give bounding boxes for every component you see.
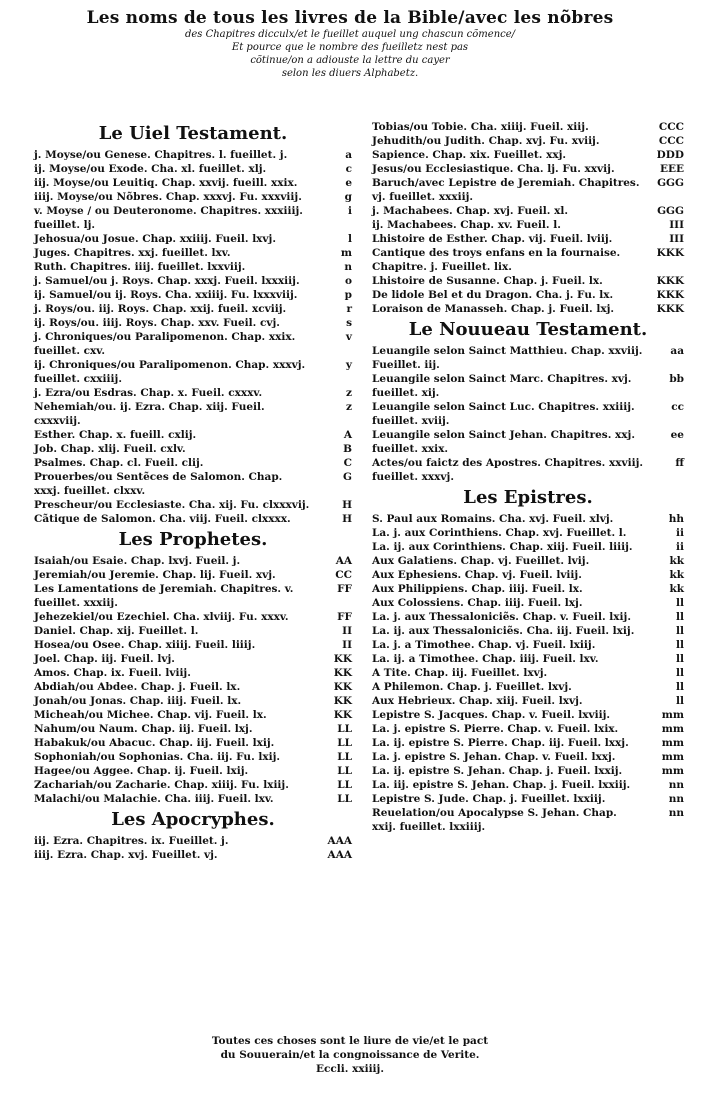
book-entry [372, 526, 684, 540]
book-entry-title: La. ij. epistre S. Jehan. Chap. j. Fueil. lxxij. [372, 765, 623, 777]
book-entry-title: Prouerbes/ou Sentẽces de Salomon. Chap. xxxj. fueillet. clxxv. [34, 471, 283, 497]
book-entry-title: Aux Philippiens. Chap. iiij. Fueil. lx. [372, 583, 583, 595]
book-entry-title: La. j. epistre S. Pierre. Chap. v. Fueil. lxix. [372, 723, 619, 735]
book-entry [34, 554, 352, 568]
book-entry [34, 148, 352, 162]
signature-mark: n [344, 261, 352, 273]
section-heading: Les Epistres. [463, 487, 593, 508]
book-entry-title: Jehudith/ou Judith. Chap. xvj. Fu. xviij. [372, 135, 600, 147]
signature-mark: DDD [656, 149, 684, 161]
book-entry [34, 750, 352, 764]
book-entry [372, 666, 684, 680]
right-column [372, 120, 684, 834]
book-entry-title: Zachariah/ou Zacharie. Chap. xiiij. Fu. lxiij. [34, 779, 289, 791]
signature-mark: kk [669, 569, 684, 581]
signature-mark: A [343, 429, 352, 441]
book-entry-title: ij. Machabees. Chap. xv. Fueil. l. [372, 219, 561, 231]
book-entry [372, 806, 684, 834]
signature-mark: KK [333, 653, 352, 665]
book-entry [34, 834, 352, 848]
book-entry-title: Malachi/ou Malachie. Cha. iiij. Fueil. lxv. [34, 793, 274, 805]
book-entry [34, 400, 352, 428]
book-entry [372, 582, 684, 596]
book-entry [34, 246, 352, 260]
signature-mark: KK [333, 695, 352, 707]
book-entry-title: iiij. Moyse/ou Nõbres. Chap. xxxvj. Fu. xxxviij. [34, 191, 302, 203]
signature-mark: nn [668, 807, 684, 819]
book-entry-title: Hagee/ou Aggee. Chap. ij. Fueil. lxij. [34, 765, 249, 777]
book-entry-title: Lepistre S. Jude. Chap. j. Fueillet. lxxiij. [372, 793, 606, 805]
section-heading: Les Apocryphes. [111, 809, 275, 830]
book-entry [34, 848, 352, 862]
book-entry-title: Leuangile selon Sainct Luc. Chapitres. xxiiij. fueillet. xviij. [372, 401, 635, 427]
book-entry-title: Actes/ou faictz des Apostres. Chapitres. xxviij. fueillet. xxxvj. [372, 457, 644, 483]
book-entry [34, 288, 352, 302]
book-entry-title: La. iij. epistre S. Jehan. Chap. j. Fueil. lxxiij. [372, 779, 631, 791]
book-entry-title: Abdiah/ou Abdee. Chap. j. Fueil. lx. [34, 681, 241, 693]
book-entry [372, 218, 684, 232]
signature-mark: LL [337, 793, 352, 805]
book-entry-title: A Philemon. Chap. j. Fueillet. lxvj. [372, 681, 572, 693]
signature-mark: z [346, 401, 352, 413]
signature-mark: cc [671, 401, 684, 413]
book-entry [34, 652, 352, 666]
book-entry-title: j. Ezra/ou Esdras. Chap. x. Fueil. cxxxv. [34, 387, 263, 399]
footer-line: Toutes ces choses sont le liure de vie/et le pact [211, 1035, 489, 1047]
signature-mark: G [343, 471, 352, 483]
signature-mark: CCC [658, 135, 684, 147]
book-entry-title: Habakuk/ou Abacuc. Chap. iij. Fueil. lxij. [34, 737, 275, 749]
book-entry-title: Leuangile selon Sainct Jehan. Chapitres. xxj. fueillet. xxix. [372, 429, 635, 455]
book-entry [34, 470, 352, 498]
book-entry-title: Reuelation/ou Apocalypse S. Jehan. Chap. xxij. fueillet. lxxiiij. [372, 807, 617, 833]
book-entry-title: Psalmes. Chap. cl. Fueil. clij. [34, 457, 204, 469]
book-entry [372, 554, 684, 568]
signature-mark: GGG [657, 205, 684, 217]
book-entry-title: Amos. Chap. ix. Fueil. lviij. [34, 667, 191, 679]
book-entry [34, 722, 352, 736]
signature-mark: CCC [658, 121, 684, 133]
book-entry-title: La. ij. epistre S. Pierre. Chap. iij. Fueil. lxxj. [372, 737, 629, 749]
book-entry-title: Les Lamentations de Jeremiah. Chapitres. v. fueillet. xxxiij. [34, 583, 294, 609]
book-entry-title: Ruth. Chapitres. iiij. fueillet. lxxviij. [34, 261, 246, 273]
book-entry-title: iij. Ezra. Chapitres. ix. Fueillet. j. [34, 835, 229, 847]
signature-mark: aa [670, 345, 684, 357]
section-heading: Les Prophetes. [118, 529, 268, 550]
book-entry-title: Cantique des troys enfans en la fournaise. Chapitre. j. Fueillet. lix. [372, 247, 621, 273]
book-entry [34, 204, 352, 232]
book-entry-title: Isaiah/ou Esaie. Chap. lxvj. Fueil. j. [34, 555, 241, 567]
book-entry [34, 512, 352, 526]
book-entry [34, 316, 352, 330]
signature-mark: z [346, 387, 352, 399]
book-entry [34, 778, 352, 792]
signature-mark: mm [661, 765, 684, 777]
book-entry [34, 428, 352, 442]
signature-mark: e [345, 177, 352, 189]
book-entry [372, 344, 684, 372]
signature-mark: III [669, 233, 684, 245]
book-entry-title: La. ij. a Timothee. Chap. iiij. Fueil. lxv. [372, 653, 599, 665]
page-footer [120, 1034, 580, 1076]
signature-mark: ll [676, 653, 684, 665]
signature-mark: AAA [327, 835, 352, 847]
signature-mark: v [345, 331, 352, 343]
signature-mark: ll [676, 667, 684, 679]
book-entry-title: Jesus/ou Ecclesiastique. Cha. lj. Fu. xxvij. [372, 163, 615, 175]
book-entry [372, 596, 684, 610]
signature-mark: r [346, 303, 352, 315]
header-line: selon les diuers Alphabetz. [281, 68, 419, 79]
book-entry-title: Sapience. Chap. xix. Fueillet. xxj. [372, 149, 567, 161]
book-entry-title: Esther. Chap. x. fueill. cxlij. [34, 429, 197, 441]
book-entry [372, 120, 684, 134]
signature-mark: II [342, 625, 352, 637]
book-entry-title: Tobias/ou Tobie. Cha. xiiij. Fueil. xiij. [372, 121, 589, 133]
header-line: cõtinue/on a adiouste la lettre du cayer [250, 55, 450, 66]
book-entry [34, 386, 352, 400]
signature-mark: B [343, 443, 352, 455]
book-entry [372, 232, 684, 246]
signature-mark: KK [333, 667, 352, 679]
book-entry [372, 428, 684, 456]
signature-mark: CC [335, 569, 352, 581]
signature-mark: c [345, 163, 352, 175]
book-entry [34, 666, 352, 680]
book-entry [34, 498, 352, 512]
signature-mark: ii [676, 541, 684, 553]
signature-mark: o [344, 275, 352, 287]
book-entry-title: Jeremiah/ou Jeremie. Chap. lij. Fueil. xvj. [34, 569, 276, 581]
book-entry [372, 456, 684, 484]
book-entry [372, 624, 684, 638]
signature-mark: LL [337, 779, 352, 791]
book-entry-title: iij. Moyse/ou Leuitiq. Chap. xxvij. fueill. xxix. [34, 177, 298, 189]
book-entry-title: j. Chroniques/ou Paralipomenon. Chap. xxix. fueillet. cxv. [34, 331, 296, 357]
signature-mark: mm [661, 709, 684, 721]
book-entry [34, 302, 352, 316]
book-entry-title: La. j. aux Thessaloniciẽs. Chap. v. Fueil. lxij. [372, 611, 631, 623]
book-entry-title: Aux Hebrieux. Chap. xiij. Fueil. lxvj. [372, 695, 583, 707]
book-entry-title: Prescheur/ou Ecclesiaste. Cha. xij. Fu. clxxxvij. [34, 499, 310, 511]
book-entry [34, 708, 352, 722]
book-entry-title: Aux Colossiens. Chap. iiij. Fueil. lxj. [372, 597, 583, 609]
book-entry-title: ij. Chroniques/ou Paralipomenon. Chap. xxxvj. fueillet. cxxiiij. [34, 359, 306, 385]
book-entry-title: Job. Chap. xlij. Fueil. cxlv. [34, 443, 186, 455]
book-entry-title: Micheah/ou Michee. Chap. vij. Fueil. lx. [34, 709, 267, 721]
book-entry-title: Leuangile selon Sainct Marc. Chapitres. xvj. fueillet. xij. [372, 373, 632, 399]
book-entry-title: Lhistoire de Susanne. Chap. j. Fueil. lx. [372, 275, 603, 287]
book-entry-title: Daniel. Chap. xij. Fueillet. l. [34, 625, 199, 637]
signature-mark: m [340, 247, 352, 259]
book-entry [372, 512, 684, 526]
footer-line: Eccli. xxiiij. [315, 1063, 385, 1075]
signature-mark: mm [661, 723, 684, 735]
signature-mark: bb [669, 373, 684, 385]
signature-mark: l [348, 233, 352, 245]
signature-mark: KK [333, 681, 352, 693]
book-entry-title: La. ij. aux Corinthiens. Chap. xiij. Fueil. liiij. [372, 541, 633, 553]
signature-mark: nn [668, 793, 684, 805]
book-entry [372, 372, 684, 400]
book-entry-title: Jonah/ou Jonas. Chap. iiij. Fueil. lx. [34, 695, 242, 707]
book-entry [34, 330, 352, 358]
signature-mark: a [345, 149, 352, 161]
book-entry [34, 568, 352, 582]
signature-mark: LL [337, 723, 352, 735]
book-entry-title: Aux Galatiens. Chap. vj. Fueillet. lvij. [372, 555, 590, 567]
signature-mark: p [344, 289, 352, 301]
book-entry-title: Lepistre S. Jacques. Chap. v. Fueil. lxviij. [372, 709, 611, 721]
header-line: des Chapitres dicculx/et le fueillet auquel ung chascun cõmence/ [184, 29, 516, 40]
signature-mark: g [344, 191, 352, 203]
book-entry-title: ij. Moyse/ou Exode. Cha. xl. fueillet. xlj. [34, 163, 267, 175]
book-entry [34, 638, 352, 652]
signature-mark: mm [661, 751, 684, 763]
book-entry [372, 176, 684, 204]
book-entry-title: La. j. a Timothee. Chap. vj. Fueil. lxiij. [372, 639, 596, 651]
book-entry-title: De lidole Bel et du Dragon. Cha. j. Fu. lx. [372, 289, 614, 301]
book-entry-title: ij. Samuel/ou ij. Roys. Cha. xxiiij. Fu. lxxxviij. [34, 289, 298, 301]
book-entry [34, 456, 352, 470]
signature-mark: i [348, 205, 352, 217]
book-entry [372, 274, 684, 288]
book-entry [34, 162, 352, 176]
signature-mark: ll [676, 681, 684, 693]
signature-mark: hh [668, 513, 684, 525]
signature-mark: AA [335, 555, 352, 567]
book-entry [372, 148, 684, 162]
book-entry-title: Hosea/ou Osee. Chap. xiiij. Fueil. liiij. [34, 639, 256, 651]
signature-mark: KKK [656, 303, 684, 315]
book-entry [372, 568, 684, 582]
book-entry-title: Joel. Chap. iij. Fueil. lvj. [34, 653, 175, 665]
signature-mark: KKK [656, 247, 684, 259]
book-entry-title: La. j. aux Corinthiens. Chap. xvj. Fueillet. l. [372, 527, 627, 539]
signature-mark: ll [676, 597, 684, 609]
book-entry-title: Juges. Chapitres. xxj. fueillet. lxv. [34, 247, 231, 259]
book-entry [372, 792, 684, 806]
signature-mark: y [345, 359, 352, 371]
book-entry-title: Cãtique de Salomon. Cha. viij. Fueil. clxxxx. [34, 513, 291, 525]
book-entry-title: Lhistoire de Esther. Chap. vij. Fueil. lviij. [372, 233, 613, 245]
signature-mark: II [342, 639, 352, 651]
book-entry-title: Nehemiah/ou. ij. Ezra. Chap. xiij. Fueil. cxxxviij. [34, 401, 265, 427]
book-entry [34, 624, 352, 638]
signature-mark: H [342, 499, 352, 511]
page-header [60, 8, 640, 80]
book-entry [372, 750, 684, 764]
book-entry [34, 358, 352, 386]
signature-mark: III [669, 219, 684, 231]
signature-mark: ii [676, 527, 684, 539]
signature-mark: ee [670, 429, 684, 441]
book-entry [34, 442, 352, 456]
book-entry [372, 246, 684, 274]
section-heading: Le Nouueau Testament. [408, 319, 648, 340]
book-entry-title: La. ij. aux Thessaloniciẽs. Cha. iij. Fueil. lxij. [372, 625, 635, 637]
book-entry [372, 400, 684, 428]
book-entry [34, 260, 352, 274]
book-entry [34, 680, 352, 694]
signature-mark: LL [337, 765, 352, 777]
signature-mark: ll [676, 625, 684, 637]
signature-mark: LL [337, 737, 352, 749]
book-entry-title: Jehosua/ou Josue. Chap. xxiiij. Fueil. lxvj. [34, 233, 276, 245]
book-entry [34, 176, 352, 190]
book-entry-title: S. Paul aux Romains. Cha. xvj. Fueil. xlvj. [372, 513, 614, 525]
signature-mark: EEE [659, 163, 684, 175]
page-title: Les noms de tous les livres de la Bible/avec les nõbres [86, 8, 614, 28]
book-entry-title: iiij. Ezra. Chap. xvj. Fueillet. vj. [34, 849, 218, 861]
book-entry-title: Sophoniah/ou Sophonias. Cha. iij. Fu. lxij. [34, 751, 281, 763]
signature-mark: ll [676, 639, 684, 651]
book-entry [34, 694, 352, 708]
book-entry [372, 134, 684, 148]
book-entry [372, 162, 684, 176]
section-heading: Le Uiel Testament. [98, 123, 288, 144]
book-entry-title: Baruch/avec Lepistre de Jeremiah. Chapitres. vj. fueillet. xxxiij. [372, 177, 640, 203]
signature-mark: AAA [327, 849, 352, 861]
book-entry [372, 540, 684, 554]
book-entry-title: v. Moyse / ou Deuteronome. Chapitres. xxxiiij. fueillet. lj. [34, 205, 303, 231]
book-entry-title: ij. Roys/ou. iiij. Roys. Chap. xxv. Fueil. cvj. [34, 317, 280, 329]
book-entry-title: Jehezekiel/ou Ezechiel. Cha. xlviij. Fu. xxxv. [34, 611, 289, 623]
book-entry [34, 582, 352, 610]
book-entry [34, 190, 352, 204]
book-entry [372, 722, 684, 736]
header-line: Et pource que le nombre des fueilletz nest pas [231, 42, 469, 53]
signature-mark: nn [668, 779, 684, 791]
book-entry [372, 778, 684, 792]
book-entry [372, 638, 684, 652]
book-entry-title: Nahum/ou Naum. Chap. iij. Fueil. lxj. [34, 723, 253, 735]
signature-mark: KKK [656, 289, 684, 301]
signature-mark: kk [669, 555, 684, 567]
book-entry-title: j. Machabees. Chap. xvj. Fueil. xl. [372, 205, 568, 217]
signature-mark: KKK [656, 275, 684, 287]
footer-line: du Souuerain/et la congnoissance de Verite. [220, 1049, 480, 1061]
book-entry [372, 204, 684, 218]
book-entry-title: Loraison de Manasseh. Chap. j. Fueil. lxj. [372, 303, 615, 315]
book-entry [372, 610, 684, 624]
signature-mark: C [343, 457, 352, 469]
signature-mark: H [342, 513, 352, 525]
book-entry [372, 708, 684, 722]
book-entry [34, 232, 352, 246]
book-entry [34, 736, 352, 750]
signature-mark: mm [661, 737, 684, 749]
signature-mark: FF [337, 611, 352, 623]
book-entry-title: Leuangile selon Sainct Matthieu. Chap. xxviij. Fueillet. iij. [372, 345, 643, 371]
book-entry-title: Aux Ephesiens. Chap. vj. Fueil. lviij. [372, 569, 582, 581]
book-entry [372, 736, 684, 750]
book-entry-title: j. Moyse/ou Genese. Chapitres. l. fueillet. j. [34, 149, 288, 161]
signature-mark: ll [676, 695, 684, 707]
book-entry [372, 764, 684, 778]
book-entry [372, 652, 684, 666]
signature-mark: FF [337, 583, 352, 595]
book-entry [372, 288, 684, 302]
signature-mark: s [346, 317, 352, 329]
signature-mark: ll [676, 611, 684, 623]
book-entry [372, 694, 684, 708]
book-entry-title: A Tite. Chap. iij. Fueillet. lxvj. [372, 667, 548, 679]
signature-mark: LL [337, 751, 352, 763]
book-entry [34, 792, 352, 806]
book-entry [372, 302, 684, 316]
book-entry-title: j. Samuel/ou j. Roys. Chap. xxxj. Fueil. lxxxiij. [34, 275, 300, 287]
signature-mark: kk [669, 583, 684, 595]
signature-mark: ff [675, 457, 684, 469]
book-entry [372, 680, 684, 694]
book-entry-title: La. j. epistre S. Jehan. Chap. v. Fueil. lxxj. [372, 751, 616, 763]
signature-mark: KK [333, 709, 352, 721]
signature-mark: GGG [657, 177, 684, 189]
left-column [34, 120, 352, 862]
book-entry-title: j. Roys/ou. iij. Roys. Chap. xxij. fueil. xcviij. [34, 303, 287, 315]
book-entry [34, 274, 352, 288]
book-entry [34, 610, 352, 624]
book-entry [34, 764, 352, 778]
